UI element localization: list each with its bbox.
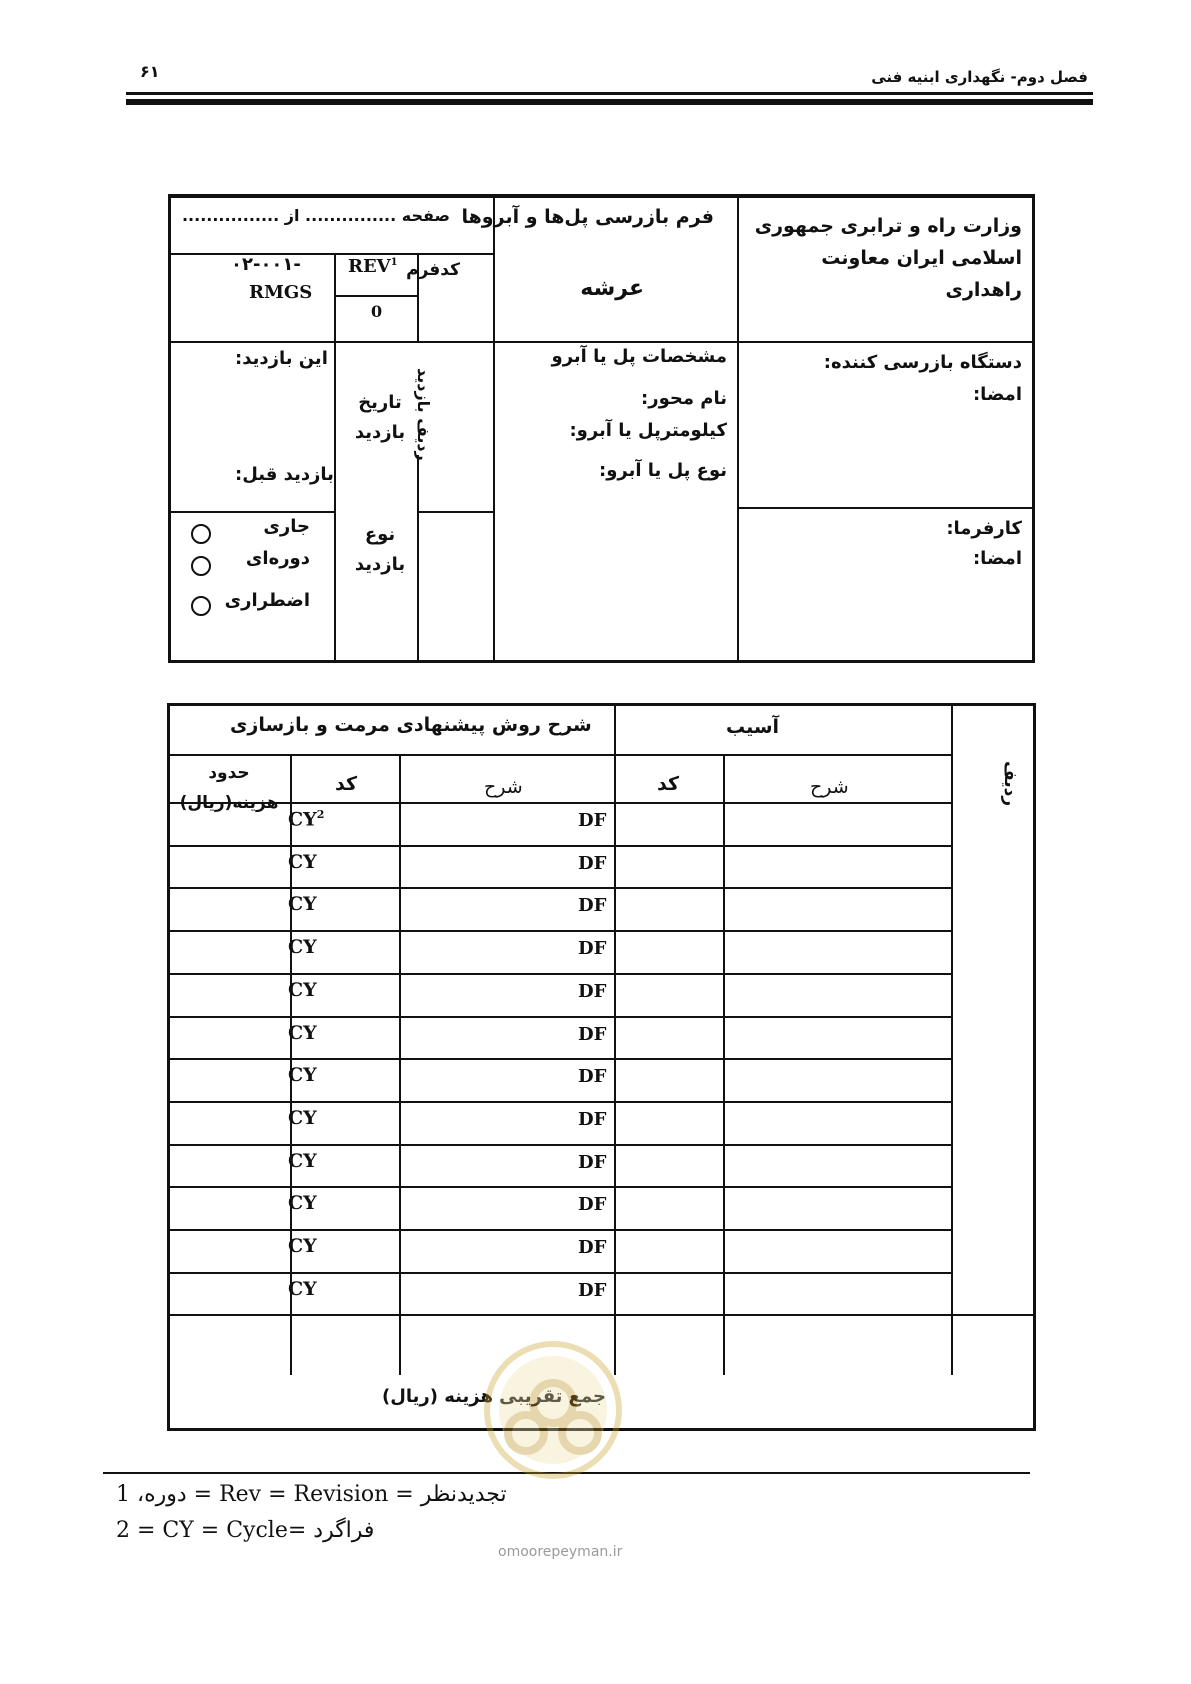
repair-code: CY	[288, 1107, 317, 1129]
visit-type-emergency: اضطراری	[224, 590, 310, 611]
divider	[493, 198, 495, 660]
watermark-url: omoorepeyman.ir	[498, 1544, 623, 1560]
divider	[614, 706, 616, 1375]
row-divider	[170, 930, 951, 932]
divider	[951, 706, 953, 1375]
repair-code: CY	[288, 1064, 317, 1086]
repair-code-header: کد	[335, 773, 358, 795]
watermark-logo	[484, 1315, 622, 1535]
component-name: عرشه	[580, 276, 644, 301]
cost-header: حدود هزینه(ریال)	[179, 763, 279, 813]
employer-label: کارفرما:	[946, 518, 1022, 539]
repair-code: $CY^2$	[288, 808, 325, 831]
ministry-name: وزارت راه و ترابری جمهوری اسلامی ایران معاونت راهداری	[754, 215, 1022, 301]
damage-code: DF	[578, 810, 607, 831]
row-divider	[170, 1186, 951, 1188]
inspection-form-header	[168, 194, 1035, 663]
row-divider	[170, 1016, 951, 1018]
axis-name-label: نام محور:	[641, 388, 727, 409]
divider	[737, 507, 1032, 509]
damage-code: DF	[578, 1280, 607, 1301]
previous-visit-label: بازدید قبل:	[235, 464, 334, 485]
footnote-2: 2 = CY = Cycle= فراگرد	[116, 1518, 375, 1543]
rev-value: 0	[371, 302, 383, 321]
damage-header: آسیب	[726, 716, 780, 738]
damage-code: DF	[578, 1194, 607, 1215]
form-title: فرم بازرسی پل‌ها و آبروها	[461, 206, 714, 228]
repair-code: CY	[288, 1150, 317, 1172]
damage-desc-header: شرح	[810, 776, 849, 798]
repair-code: CY	[288, 893, 317, 915]
visit-type-emergency-radio[interactable]	[191, 596, 211, 616]
page-number: ۶۱	[140, 62, 160, 81]
damage-code: DF	[578, 981, 607, 1002]
divider	[170, 754, 951, 756]
repair-code: CY	[288, 1022, 317, 1044]
damage-code: DF	[578, 853, 607, 874]
repair-code: CY	[288, 936, 317, 958]
row-divider	[170, 1101, 951, 1103]
chapter-title: فصل دوم- نگهداری ابنیه فنی	[871, 68, 1088, 86]
form-code-label: کدفرم	[406, 260, 460, 280]
damage-code: DF	[578, 895, 607, 916]
row-divider	[170, 887, 951, 889]
visit-type-current: جاری	[263, 516, 310, 537]
repair-method-header: شرح روش پیشنهادی مرمت و بازسازی	[230, 714, 592, 736]
visit-type-periodic-radio[interactable]	[191, 556, 211, 576]
form-code-prefix: RMGS	[249, 282, 313, 303]
inspector-sign-label: امضا:	[972, 384, 1022, 405]
repair-code: CY	[288, 1278, 317, 1300]
divider	[171, 253, 493, 255]
row-divider	[170, 973, 951, 975]
repair-code: CY	[288, 1192, 317, 1214]
row-divider	[170, 845, 951, 847]
bridge-type-label: نوع پل یا آبرو:	[599, 460, 727, 481]
repair-desc-header: شرح	[484, 776, 523, 798]
row-divider	[170, 1229, 951, 1231]
damage-code: DF	[578, 1152, 607, 1173]
this-visit-label: این بازدید:	[235, 348, 328, 369]
footnote-1: دوره، 1 = Rev = Revision = تجدیدنظر	[116, 1482, 507, 1507]
kilometer-label: کیلومترپل یا آبرو:	[569, 420, 727, 441]
divider	[334, 295, 418, 297]
row-divider	[170, 1058, 951, 1060]
damage-code: DF	[578, 1237, 607, 1258]
divider	[418, 511, 494, 513]
bridge-specs-label: مشخصات پل یا آبرو	[551, 346, 727, 367]
divider	[417, 455, 419, 660]
damage-code-header: کد	[657, 773, 680, 795]
damage-code: DF	[578, 1024, 607, 1045]
divider	[723, 754, 725, 1375]
damage-code: DF	[578, 1066, 607, 1087]
divider	[334, 253, 336, 660]
employer-sign-label: امضا:	[972, 548, 1022, 569]
repair-code: CY	[288, 851, 317, 873]
visit-date-label: تاریخ بازدید	[354, 392, 406, 443]
row-number-header: ردیف	[1000, 761, 1020, 807]
inspector-label: دستگاه بازرسی کننده:	[823, 352, 1022, 373]
form-code-number: -۰۲-۰۰۱	[231, 254, 301, 275]
divider	[171, 341, 1032, 343]
rev-label: REV$^1$	[348, 256, 398, 277]
page-label: صفحه ............... از ................	[181, 206, 450, 225]
row-divider	[170, 1272, 951, 1274]
visit-row-label: ردیف بازدید	[414, 368, 433, 461]
divider	[171, 511, 334, 513]
visit-type-current-radio[interactable]	[191, 524, 211, 544]
total-cost-label: جمع تقریبی هزینه (ریال)	[382, 1386, 607, 1407]
row-divider	[170, 1144, 951, 1146]
damage-code: DF	[578, 938, 607, 959]
divider	[737, 198, 739, 660]
row-divider	[170, 802, 951, 804]
repair-code: CY	[288, 979, 317, 1001]
header-rule	[126, 92, 1093, 95]
visit-type-label: نوع بازدید	[354, 524, 406, 575]
visit-type-periodic: دوره‌ای	[245, 548, 310, 569]
header-rule-thick	[126, 99, 1093, 105]
damage-code: DF	[578, 1109, 607, 1130]
repair-code: CY	[288, 1235, 317, 1257]
divider	[399, 754, 401, 1375]
